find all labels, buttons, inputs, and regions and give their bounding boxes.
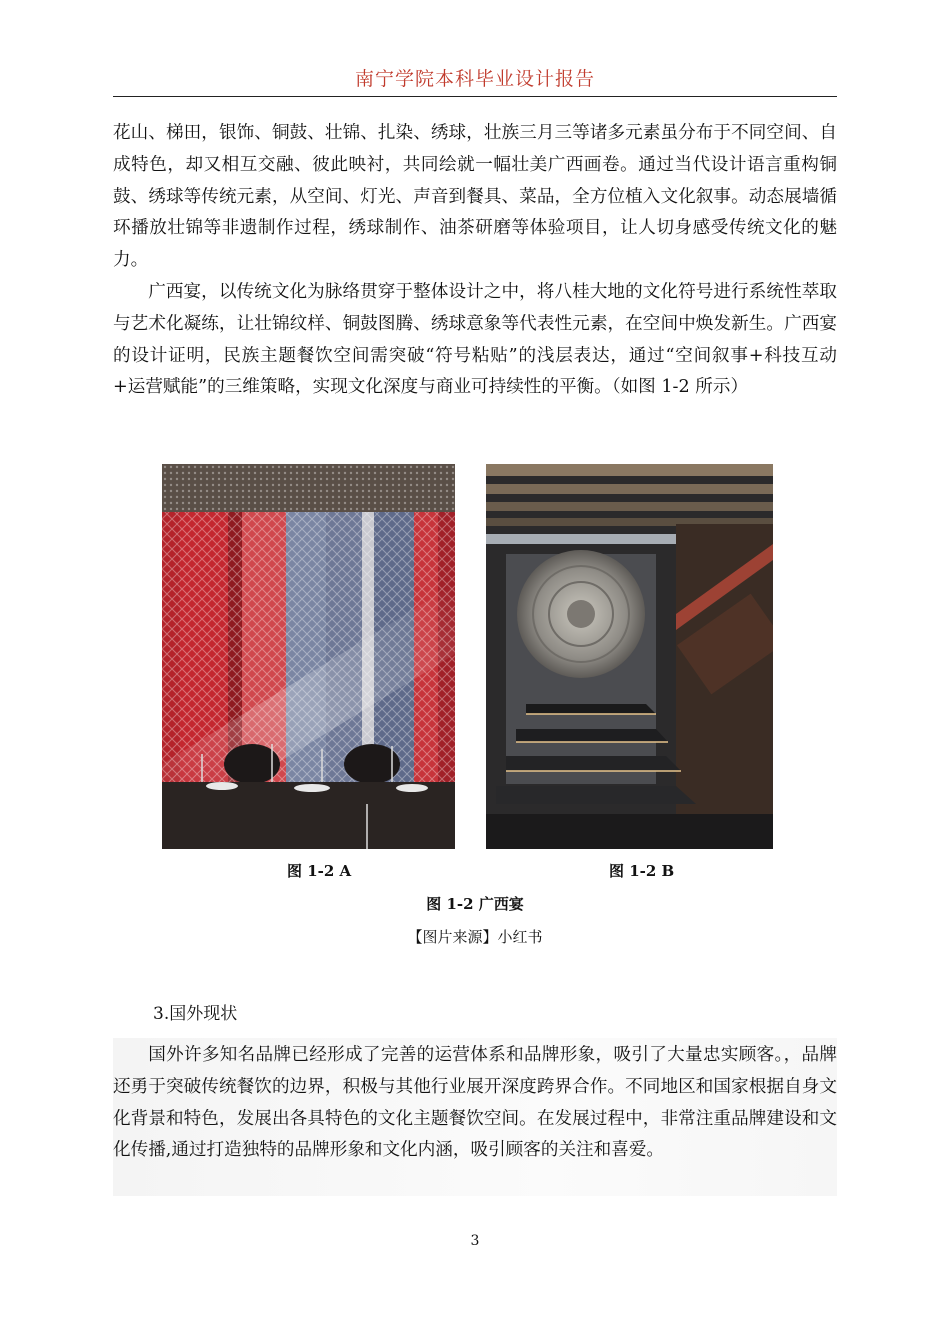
section-heading: 3.国外现状	[153, 1004, 238, 1024]
body-paragraph: 花山、梯田，银饰、铜鼓、壮锦、扎染、绣球，壮族三月三等诸多元素虽分布于不同空间、自成特色，却又相互交融、彼此映衬，共同绘就一幅壮美广西画卷。通过当代设计语言重构铜鼓、绣球等传统元素，从空间、灯光、声音到餐具、菜品，全方位植入文化叙事。动态展墙循环播放壮锦等非遗制作过程，绣球制作、油茶研磨等体验项目，让人切身感受传统文化的魅力。	[113, 123, 837, 271]
figure-caption: 图 1-2 广西宴	[426, 895, 524, 913]
body-paragraph: 国外许多知名品牌已经形成了完善的运营体系和品牌形象，吸引了大量忠实顾客。，品牌还勇于突破传统餐饮的边界，积极与其他行业展开深度跨界合作。不同地区和国家根据自身文化背景和特色，发展出各具特色的文化主题餐饮空间。在发展过程中，非常注重品牌建设和文化传播,通过打造独特的品牌形象和文化内涵，吸引顾客的关注和喜爱。	[113, 1045, 837, 1161]
figure-caption-a: 图 1-2 A	[287, 862, 352, 880]
figure-caption-b: 图 1-2 B	[609, 862, 675, 880]
figure-source: 【图片来源】小红书	[407, 928, 543, 946]
header-title: 南宁学院本科毕业设计报告	[354, 68, 595, 90]
body-paragraph: 广西宴，以传统文化为脉络贯穿于整体设计之中，将八桂大地的文化符号进行系统性萃取与艺术化凝练，让壮锦纹样、铜鼓图腾、绣球意象等代表性元素，在空间中焕发新生。广西宴的设计证明，民族主题餐饮空间需突破“符号粘贴”的浅层表达，通过“空间叙事+科技互动+运营赋能”的三维策略，实现文化深度与商业可持续性的平衡。（如图 1-2 所示）	[113, 282, 837, 398]
page-number: 3	[470, 1233, 480, 1249]
figure-image-b	[486, 464, 773, 849]
figure-image-a	[162, 464, 455, 849]
page-header	[113, 66, 837, 97]
